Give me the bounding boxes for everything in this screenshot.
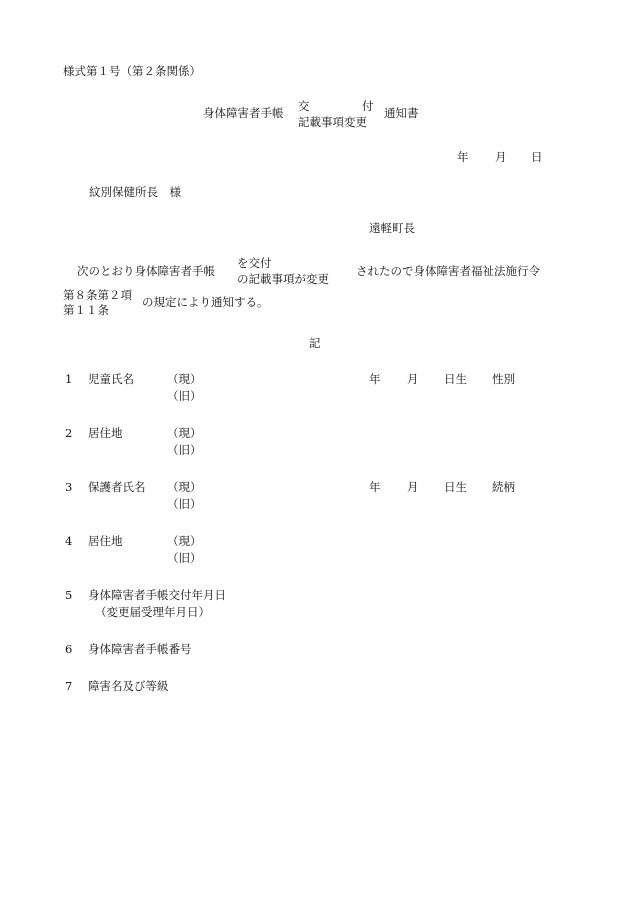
item-number: 6 — [65, 642, 73, 656]
form-number: 様式第１号（第２条関係） — [63, 64, 201, 78]
title-option-issue-1: 交 — [298, 99, 310, 113]
item-month: 月 — [407, 480, 419, 494]
item-label: 居住地 — [88, 426, 123, 440]
item-current: （現） — [167, 480, 202, 494]
item-old: （旧） — [167, 443, 202, 457]
addressee: 紋別保健所長 様 — [89, 185, 181, 199]
date-year: 年 — [457, 150, 469, 164]
body-line1-start: 次のとおり身体障害者手帳 — [77, 264, 215, 278]
body-line1-end: されたので身体障害者福祉法施行令 — [356, 264, 540, 278]
item-number: 7 — [65, 679, 73, 693]
body-line2-end: の規定により通知する。 — [142, 295, 269, 309]
body-line2-option-article11: 第１１条 — [63, 303, 109, 317]
item-year: 年 — [369, 372, 381, 386]
item-sublabel: （変更届受理年月日） — [95, 605, 210, 619]
item-label: 障害名及び等級 — [88, 679, 169, 693]
date-day: 日 — [531, 150, 543, 164]
issuer: 遠軽町長 — [369, 221, 415, 235]
title-option-change: 記載事項変更 — [298, 115, 367, 129]
title-main: 身体障害者手帳 — [203, 106, 284, 120]
item-number: 5 — [65, 588, 73, 602]
item-birth-day: 日生 — [444, 372, 467, 386]
date-month: 月 — [495, 150, 507, 164]
item-current: （現） — [167, 372, 202, 386]
body-line2-option-article8: 第８条第２項 — [63, 288, 132, 302]
item-month: 月 — [407, 372, 419, 386]
item-label: 居住地 — [88, 534, 123, 548]
item-birth-day: 日生 — [444, 480, 467, 494]
item-current: （現） — [167, 534, 202, 548]
item-old: （旧） — [167, 497, 202, 511]
item-label: 身体障害者手帳番号 — [88, 642, 192, 656]
item-current: （現） — [167, 426, 202, 440]
body-line1-option-issue: を交付 — [237, 256, 272, 270]
item-number: 4 — [65, 534, 73, 548]
item-label: 保護者氏名 — [88, 480, 146, 494]
title-tail: 通知書 — [384, 106, 419, 120]
item-sex: 性別 — [492, 372, 515, 386]
body-line1-option-change: の記載事項が変更 — [237, 272, 329, 286]
item-number: 2 — [65, 426, 73, 440]
ki-heading: 記 — [309, 336, 321, 350]
title-option-issue-2: 付 — [362, 99, 374, 113]
item-number: 3 — [65, 480, 73, 494]
item-relationship: 続柄 — [492, 480, 515, 494]
item-number: 1 — [65, 372, 73, 386]
item-year: 年 — [369, 480, 381, 494]
item-label: 児童氏名 — [88, 372, 134, 386]
item-label: 身体障害者手帳交付年月日 — [88, 588, 226, 602]
item-old: （旧） — [167, 551, 202, 565]
item-old: （旧） — [167, 389, 202, 403]
